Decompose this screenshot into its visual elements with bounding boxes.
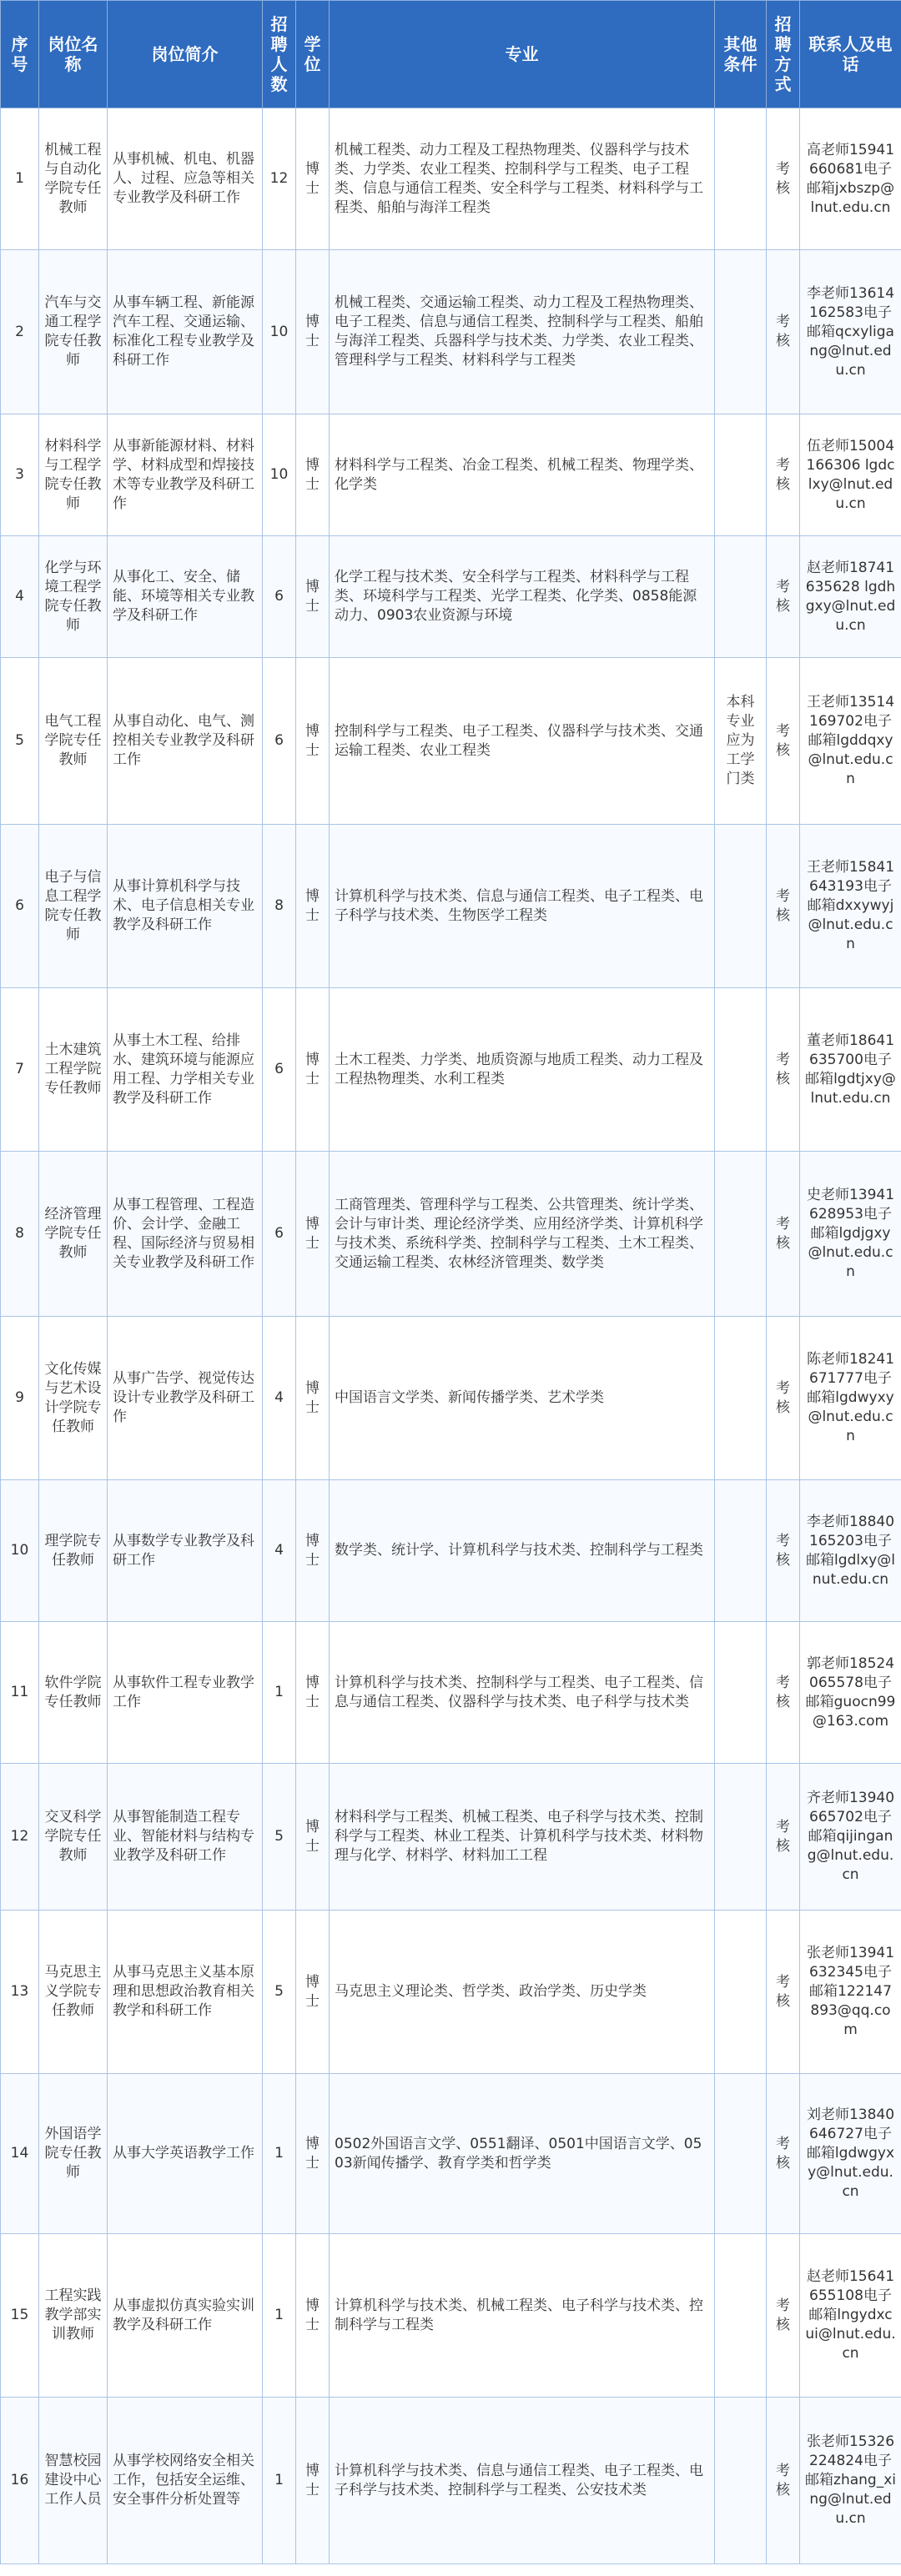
table-row <box>1 1911 901 2074</box>
table-row <box>1 658 901 825</box>
table-header-row <box>1 1 901 108</box>
degree: 博士 <box>296 414 330 536</box>
row-index: 9 <box>1 1317 39 1480</box>
position-name: 汽车与交通工程学院专任教师 <box>39 250 108 414</box>
position-name: 智慧校园建设中心工作人员 <box>39 2398 108 2564</box>
position-intro: 从事智能制造工程专业、智能材料与结构专业教学及科研工作 <box>108 1764 263 1911</box>
majors: 马克思主义理论类、哲学类、政治学类、历史学类 <box>330 1911 715 2074</box>
header-cond: 其他条件 <box>715 1 767 108</box>
degree: 博士 <box>296 2234 330 2398</box>
degree: 博士 <box>296 1911 330 2074</box>
row-index: 13 <box>1 1911 39 2074</box>
contact-info: 赵老师18741635628 lgdhgxy@lnut.edu.cn <box>800 536 901 658</box>
other-conditions <box>715 1764 767 1911</box>
degree: 博士 <box>296 1152 330 1317</box>
contact-info: 董老师18641635700电子邮箱lgdtjxy@lnut.edu.cn <box>800 988 901 1152</box>
headcount: 8 <box>263 825 296 988</box>
recruit-method: 考核 <box>767 1911 800 2074</box>
row-index: 15 <box>1 2234 39 2398</box>
header-method: 招聘方式 <box>767 1 800 108</box>
recruit-method: 考核 <box>767 2074 800 2234</box>
other-conditions <box>715 1152 767 1317</box>
position-intro: 从事虚拟仿真实验实训教学及科研工作 <box>108 2234 263 2398</box>
other-conditions <box>715 250 767 414</box>
position-name: 马克思主义学院专任教师 <box>39 1911 108 2074</box>
degree: 博士 <box>296 2074 330 2234</box>
header-contact: 联系人及电话 <box>800 1 901 108</box>
position-name: 化学与环境工程学院专任教师 <box>39 536 108 658</box>
header-deg: 学位 <box>296 1 330 108</box>
table-row <box>1 988 901 1152</box>
contact-info: 赵老师15641655108电子邮箱lngydxcui@lnut.edu.cn <box>800 2234 901 2398</box>
majors: 土木工程类、力学类、地质资源与地质工程类、动力工程及工程热物理类、水利工程类 <box>330 988 715 1152</box>
position-intro: 从事软件工程专业教学工作 <box>108 1622 263 1764</box>
headcount: 6 <box>263 988 296 1152</box>
table-row <box>1 1317 901 1480</box>
recruit-method: 考核 <box>767 825 800 988</box>
degree: 博士 <box>296 658 330 825</box>
position-intro: 从事计算机科学与技术、电子信息相关专业教学及科研工作 <box>108 825 263 988</box>
recruit-method: 考核 <box>767 1480 800 1622</box>
other-conditions <box>715 414 767 536</box>
degree: 博士 <box>296 1622 330 1764</box>
majors: 数学类、统计学、计算机科学与技术类、控制科学与工程类 <box>330 1480 715 1622</box>
header-idx: 序号 <box>1 1 39 108</box>
other-conditions <box>715 1911 767 2074</box>
contact-info: 伍老师15004166306 lgdclxy@lnut.edu.cn <box>800 414 901 536</box>
row-index: 5 <box>1 658 39 825</box>
headcount: 6 <box>263 536 296 658</box>
majors: 材料科学与工程类、冶金工程类、机械工程类、物理学类、化学类 <box>330 414 715 536</box>
table-row <box>1 536 901 658</box>
contact-info: 史老师13941628953电子邮箱lgdjgxy@lnut.edu.cn <box>800 1152 901 1317</box>
header-name: 岗位名称 <box>39 1 108 108</box>
recruit-method: 考核 <box>767 2234 800 2398</box>
headcount: 10 <box>263 250 296 414</box>
degree: 博士 <box>296 1480 330 1622</box>
majors: 计算机科学与技术类、机械工程类、电子科学与技术类、控制科学与工程类 <box>330 2234 715 2398</box>
table-row <box>1 1622 901 1764</box>
table-row <box>1 250 901 414</box>
position-name: 机械工程与自动化学院专任教师 <box>39 108 108 250</box>
recruit-method: 考核 <box>767 1152 800 1317</box>
majors: 计算机科学与技术类、信息与通信工程类、电子工程类、电子科学与技术类、控制科学与工程类、公安技术类 <box>330 2398 715 2564</box>
row-index: 4 <box>1 536 39 658</box>
contact-info: 王老师15841643193电子邮箱dxxywyj@lnut.edu.cn <box>800 825 901 988</box>
contact-info: 张老师13941632345电子邮箱122147893@qq.com <box>800 1911 901 2074</box>
headcount: 1 <box>263 2234 296 2398</box>
recruit-method: 考核 <box>767 988 800 1152</box>
position-intro: 从事化工、安全、储能、环境等相关专业教学及科研工作 <box>108 536 263 658</box>
other-conditions <box>715 1317 767 1480</box>
contact-info: 张老师15326224824电子邮箱zhang_xing@lnut.edu.cn <box>800 2398 901 2564</box>
table-row <box>1 2398 901 2564</box>
contact-info: 李老师13614162583电子邮箱qcxyligang@lnut.edu.cn <box>800 250 901 414</box>
headcount: 4 <box>263 1317 296 1480</box>
position-intro: 从事自动化、电气、测控相关专业教学及科研工作 <box>108 658 263 825</box>
contact-info: 陈老师18241671777电子邮箱lgdwyxy@lnut.edu.cn <box>800 1317 901 1480</box>
contact-info: 郭老师18524065578电子邮箱guocn99@163.com <box>800 1622 901 1764</box>
contact-info: 齐老师13940665702电子邮箱qijingang@lnut.edu.cn <box>800 1764 901 1911</box>
row-index: 7 <box>1 988 39 1152</box>
degree: 博士 <box>296 825 330 988</box>
other-conditions <box>715 2234 767 2398</box>
table-row <box>1 1764 901 1911</box>
row-index: 14 <box>1 2074 39 2234</box>
table-row <box>1 825 901 988</box>
other-conditions: 本科专业应为工学门类 <box>715 658 767 825</box>
recruit-method: 考核 <box>767 1622 800 1764</box>
row-index: 6 <box>1 825 39 988</box>
recruit-method: 考核 <box>767 658 800 825</box>
headcount: 5 <box>263 1764 296 1911</box>
degree: 博士 <box>296 108 330 250</box>
table-row <box>1 2074 901 2234</box>
position-intro: 从事新能源材料、材料学、材料成型和焊接技术等专业教学及科研工作 <box>108 414 263 536</box>
other-conditions <box>715 988 767 1152</box>
recruit-method: 考核 <box>767 2398 800 2564</box>
header-intro: 岗位简介 <box>108 1 263 108</box>
position-intro: 从事机械、机电、机器人、过程、应急等相关专业教学及科研工作 <box>108 108 263 250</box>
majors: 化学工程与技术类、安全科学与工程类、材料科学与工程类、环境科学与工程类、光学工程类、化学类、0858能源动力、0903农业资源与环境 <box>330 536 715 658</box>
position-intro: 从事数学专业教学及科研工作 <box>108 1480 263 1622</box>
position-intro: 从事工程管理、工程造价、会计学、金融工程、国际经济与贸易相关专业教学及科研工作 <box>108 1152 263 1317</box>
degree: 博士 <box>296 1317 330 1480</box>
other-conditions <box>715 108 767 250</box>
recruit-method: 考核 <box>767 1764 800 1911</box>
table-row <box>1 2234 901 2398</box>
majors: 材料科学与工程类、机械工程类、电子科学与技术类、控制科学与工程类、林业工程类、计算机科学与技术类、材料物理与化学、材料学、材料加工工程 <box>330 1764 715 1911</box>
majors: 计算机科学与技术类、信息与通信工程类、电子工程类、电子科学与技术类、生物医学工程类 <box>330 825 715 988</box>
table-row <box>1 108 901 250</box>
row-index: 10 <box>1 1480 39 1622</box>
position-name: 理学院专任教师 <box>39 1480 108 1622</box>
majors: 控制科学与工程类、电子工程类、仪器科学与技术类、交通运输工程类、农业工程类 <box>330 658 715 825</box>
position-intro: 从事大学英语教学工作 <box>108 2074 263 2234</box>
headcount: 6 <box>263 658 296 825</box>
contact-info: 刘老师13840646727电子邮箱lgdwgyxy@lnut.edu.cn <box>800 2074 901 2234</box>
contact-info: 李老师18840165203电子邮箱lgdlxy@lnut.edu.cn <box>800 1480 901 1622</box>
majors: 中国语言文学类、新闻传播学类、艺术学类 <box>330 1317 715 1480</box>
majors: 0502外国语言文学、0551翻译、0501中国语言文学、0503新闻传播学、教育学类和哲学类 <box>330 2074 715 2234</box>
header-major: 专业 <box>330 1 715 108</box>
degree: 博士 <box>296 536 330 658</box>
row-index: 1 <box>1 108 39 250</box>
headcount: 4 <box>263 1480 296 1622</box>
position-name: 电子与信息工程学院专任教师 <box>39 825 108 988</box>
table-row <box>1 1480 901 1622</box>
recruit-method: 考核 <box>767 108 800 250</box>
row-index: 11 <box>1 1622 39 1764</box>
position-name: 工程实践教学部实训教师 <box>39 2234 108 2398</box>
headcount: 1 <box>263 2074 296 2234</box>
degree: 博士 <box>296 1764 330 1911</box>
row-index: 12 <box>1 1764 39 1911</box>
majors: 工商管理类、管理科学与工程类、公共管理类、统计学类、会计与审计类、理论经济学类、应用经济学类、计算机科学与技术类、系统科学类、控制科学与工程类、土木工程类、交通运输工程类、农林经济管理类、数学类 <box>330 1152 715 1317</box>
contact-info: 高老师15941660681电子邮箱jxbszp@lnut.edu.cn <box>800 108 901 250</box>
row-index: 16 <box>1 2398 39 2564</box>
row-index: 3 <box>1 414 39 536</box>
position-name: 土木建筑工程学院专任教师 <box>39 988 108 1152</box>
table-row <box>1 414 901 536</box>
position-intro: 从事车辆工程、新能源汽车工程、交通运输、标准化工程专业教学及科研工作 <box>108 250 263 414</box>
position-name: 交叉科学学院专任教师 <box>39 1764 108 1911</box>
table-row <box>1 1152 901 1317</box>
majors: 机械工程类、交通运输工程类、动力工程及工程热物理类、电子工程类、信息与通信工程类、控制科学与工程类、船舶与海洋工程类、兵器科学与技术类、力学类、农业工程类、管理科学与工程类、材料科学与工程类 <box>330 250 715 414</box>
recruit-method: 考核 <box>767 1317 800 1480</box>
position-name: 材料科学与工程学院专任教师 <box>39 414 108 536</box>
headcount: 1 <box>263 2398 296 2564</box>
other-conditions <box>715 2398 767 2564</box>
position-intro: 从事广告学、视觉传达设计专业教学及科研工作 <box>108 1317 263 1480</box>
position-name: 外国语学院专任教师 <box>39 2074 108 2234</box>
position-intro: 从事学校网络安全相关工作，包括安全运维、安全事件分析处置等 <box>108 2398 263 2564</box>
majors: 机械工程类、动力工程及工程热物理类、仪器科学与技术类、力学类、农业工程类、控制科学与工程类、电子工程类、信息与通信工程类、安全科学与工程类、材料科学与工程类、船舶与海洋工程类 <box>330 108 715 250</box>
row-index: 2 <box>1 250 39 414</box>
position-intro: 从事土木工程、给排水、建筑环境与能源应用工程、力学相关专业教学及科研工作 <box>108 988 263 1152</box>
recruit-method: 考核 <box>767 250 800 414</box>
position-name: 文化传媒与艺术设计学院专任教师 <box>39 1317 108 1480</box>
position-name: 软件学院专任教师 <box>39 1622 108 1764</box>
recruit-method: 考核 <box>767 536 800 658</box>
other-conditions <box>715 536 767 658</box>
contact-info: 王老师13514169702电子邮箱lgddqxy@lnut.edu.cn <box>800 658 901 825</box>
other-conditions <box>715 1622 767 1764</box>
headcount: 10 <box>263 414 296 536</box>
position-name: 经济管理学院专任教师 <box>39 1152 108 1317</box>
row-index: 8 <box>1 1152 39 1317</box>
position-name: 电气工程学院专任教师 <box>39 658 108 825</box>
degree: 博士 <box>296 2398 330 2564</box>
headcount: 6 <box>263 1152 296 1317</box>
headcount: 1 <box>263 1622 296 1764</box>
other-conditions <box>715 1480 767 1622</box>
headcount: 5 <box>263 1911 296 2074</box>
headcount: 12 <box>263 108 296 250</box>
majors: 计算机科学与技术类、控制科学与工程类、电子工程类、信息与通信工程类、仪器科学与技术类、电子科学与技术类 <box>330 1622 715 1764</box>
degree: 博士 <box>296 988 330 1152</box>
other-conditions <box>715 2074 767 2234</box>
degree: 博士 <box>296 250 330 414</box>
other-conditions <box>715 825 767 988</box>
header-num: 招聘人数 <box>263 1 296 108</box>
recruit-method: 考核 <box>767 414 800 536</box>
position-intro: 从事马克思主义基本原理和思想政治教育相关教学和科研工作 <box>108 1911 263 2074</box>
